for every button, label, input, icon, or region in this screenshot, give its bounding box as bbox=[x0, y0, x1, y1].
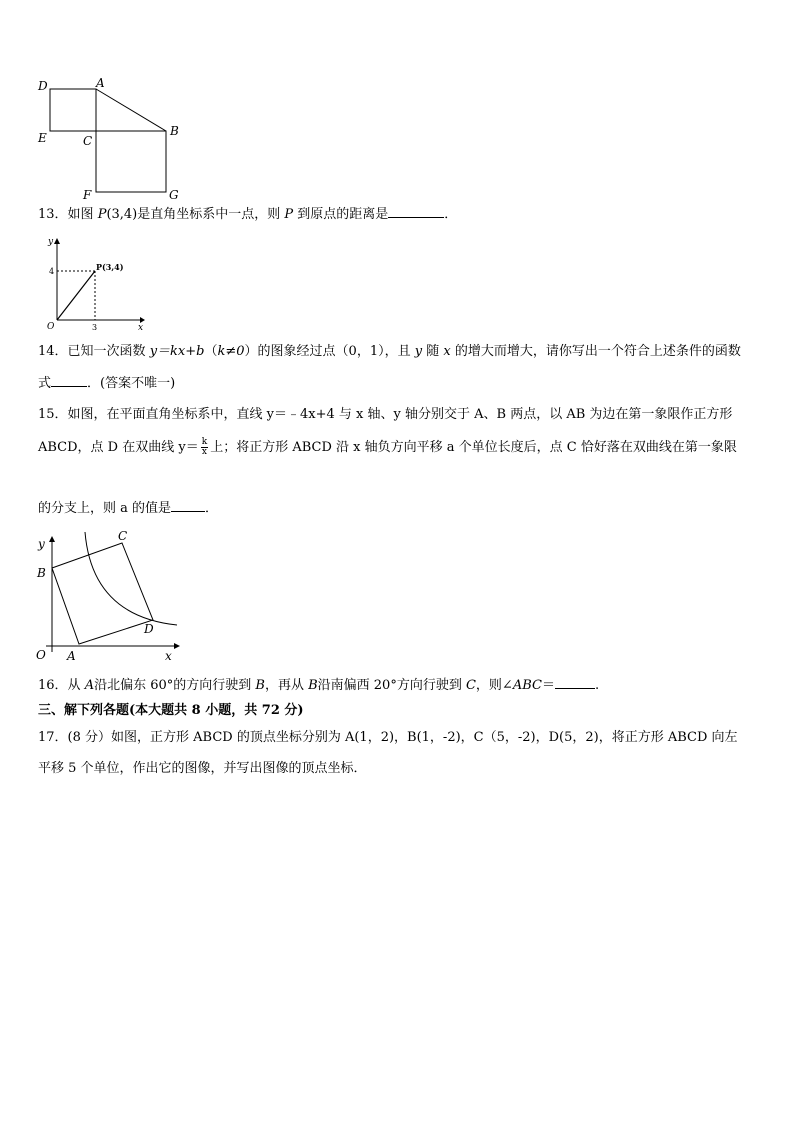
q13-end: ． bbox=[444, 207, 458, 222]
label-4: 4 bbox=[49, 267, 55, 276]
y-axis-arrow bbox=[49, 536, 55, 542]
label-d: D bbox=[144, 622, 154, 636]
q16-answer-blank[interactable] bbox=[555, 676, 595, 689]
label-g: G bbox=[169, 188, 179, 201]
y-axis-arrow bbox=[54, 238, 60, 244]
q14-cond: k≠0 bbox=[217, 344, 245, 359]
q13-number: 13． bbox=[38, 207, 68, 222]
q13-text-a: 如图 bbox=[67, 207, 98, 222]
label-c: C bbox=[83, 134, 93, 148]
label-a: A bbox=[96, 76, 105, 90]
frac-denominator: x bbox=[201, 447, 207, 457]
q15-line2-a: ABCD，点 D 在双曲线 y＝ bbox=[38, 440, 199, 455]
q13-answer-blank[interactable] bbox=[388, 205, 444, 218]
label-p: P(3,4) bbox=[96, 262, 124, 272]
q16-text-d: 沿南偏西 20°方向行驶到 bbox=[317, 678, 466, 693]
segment-ab bbox=[96, 89, 166, 131]
segment-op bbox=[57, 271, 95, 320]
label-b: B bbox=[170, 124, 179, 138]
question-15 bbox=[38, 406, 732, 424]
label-b: B bbox=[37, 566, 46, 580]
q15-line3-a: 的分支上，则 a 的值是 bbox=[38, 501, 172, 516]
q16-b: B bbox=[255, 678, 265, 693]
hyperbola-curve bbox=[85, 532, 177, 625]
label-x: x bbox=[165, 649, 172, 663]
q16-text-e: ，则∠ bbox=[475, 678, 513, 693]
q14-text-c: 随 bbox=[422, 344, 444, 359]
q13-point2: P bbox=[284, 207, 294, 222]
q16-text-c: ，再从 bbox=[264, 678, 309, 693]
q16-number: 16． bbox=[38, 678, 68, 693]
question-16 bbox=[38, 676, 599, 695]
q16-a: A bbox=[84, 678, 95, 693]
coordinate-figure-p bbox=[36, 234, 148, 330]
hyperbola-square-figure bbox=[32, 526, 182, 664]
square-cbgf bbox=[96, 131, 166, 192]
q14-cond-open: （ bbox=[204, 344, 218, 359]
q14-answer-blank[interactable] bbox=[51, 374, 87, 387]
frac-numerator: k bbox=[201, 437, 208, 447]
question-13 bbox=[38, 205, 457, 224]
q13-coords: (3,4) bbox=[106, 207, 138, 222]
label-f: F bbox=[83, 188, 92, 201]
q14-xvar: x bbox=[443, 344, 451, 359]
question-15-line2 bbox=[38, 438, 737, 457]
q16-abc: ABC bbox=[512, 678, 542, 693]
label-x: x bbox=[138, 323, 144, 330]
q14-line2-b: ．(答案不唯一) bbox=[87, 376, 176, 391]
label-c: C bbox=[118, 529, 128, 543]
label-o: O bbox=[47, 322, 55, 330]
q15-line1: 如图，在平面直角坐标系中，直线 y＝﹣4x+4 与 x 轴、y 轴分别交于 A、B 两点，以 AB 为边在第一象限作正方形 bbox=[67, 407, 733, 422]
q14-number: 14． bbox=[38, 344, 68, 359]
q14-yvar: y bbox=[414, 344, 423, 359]
question-17: 17．(8 分）如图，正方形 ABCD 的顶点坐标分别为 A(1，2)，B(1，-2)，C（5，-2)，D(5，2)，将正方形 ABCD 向左 bbox=[38, 730, 738, 745]
label-e: E bbox=[38, 131, 47, 145]
label-d: D bbox=[38, 79, 48, 93]
label-y: y bbox=[38, 537, 45, 551]
q13-text-b: 是直角坐标系中一点，则 bbox=[137, 207, 285, 222]
q13-text-c: 到原点的距离是 bbox=[293, 207, 389, 222]
label-o: O bbox=[36, 648, 46, 662]
q16-b2: B bbox=[308, 678, 318, 693]
fraction-k-over-x bbox=[201, 438, 208, 457]
q14-line2-a: 式 bbox=[38, 376, 52, 391]
label-a: A bbox=[67, 649, 76, 663]
q14-text-b: 的图象经过点（0，1），且 bbox=[257, 344, 415, 359]
q15-number: 15． bbox=[38, 407, 68, 422]
squares-figure bbox=[30, 76, 190, 201]
q16-text-a: 从 bbox=[67, 678, 85, 693]
section-3-title: 三、解下列各题(本大题共 8 小题，共 72 分) bbox=[38, 703, 304, 718]
q16-text-b: 沿北偏东 60°的方向行驶到 bbox=[94, 678, 256, 693]
q16-end: . bbox=[594, 678, 600, 693]
question-17-line2: 平移 5 个单位，作出它的图像，并写出图像的顶点坐标． bbox=[38, 761, 367, 776]
q16-c: C bbox=[465, 678, 476, 693]
square-abcd bbox=[52, 543, 153, 644]
q13-point: P bbox=[97, 207, 107, 222]
question-14 bbox=[38, 343, 741, 361]
q14-text-a: 已知一次函数 bbox=[67, 344, 150, 359]
label-3: 3 bbox=[92, 323, 98, 330]
x-axis-arrow bbox=[174, 643, 180, 649]
q14-cond-close: ） bbox=[244, 344, 258, 359]
label-y: y bbox=[48, 237, 54, 247]
question-15-line3 bbox=[38, 499, 218, 518]
q16-text-f: ＝ bbox=[541, 678, 555, 693]
q14-func: y＝kx+b bbox=[149, 344, 205, 359]
q14-text-d: 的增大而增大，请你写出一个符合上述条件的函数 bbox=[450, 344, 741, 359]
q15-answer-blank[interactable] bbox=[171, 499, 205, 512]
q15-line3-b: ． bbox=[205, 501, 219, 516]
question-14-line2 bbox=[38, 374, 175, 393]
square-dace bbox=[50, 89, 96, 131]
q15-line2-b: 上；将正方形 ABCD 沿 x 轴负方向平移 a 个单位长度后，点 C 恰好落在双曲线在第一象限 bbox=[210, 440, 737, 455]
